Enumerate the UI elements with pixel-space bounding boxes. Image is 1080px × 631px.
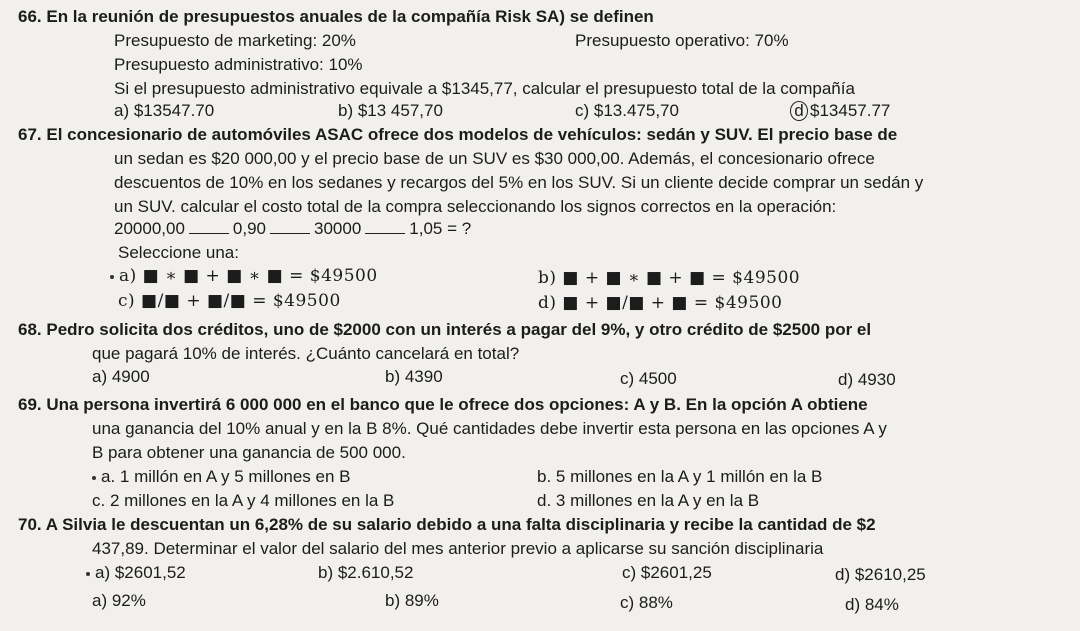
mark-dot-icon xyxy=(92,476,96,480)
q70-option2-b[interactable]: b) 89% xyxy=(385,591,439,610)
q70-line1: 70. A Silvia le descuentan un 6,28% de su salario debido a una falta disciplinaria y recibe la cantidad de $2 xyxy=(18,515,876,534)
q67-select-label: Seleccione una: xyxy=(118,243,239,262)
q67-expr-term1: 20000,00 xyxy=(114,219,185,238)
q68-option-d[interactable]: d) 4930 xyxy=(838,370,896,389)
q67-option-a-text: a) ■ ∗ ■ + ■ ∗ ■ = $49500 xyxy=(119,266,378,286)
q69-option-b[interactable]: b. 5 millones en la A y 1 millón en la B xyxy=(537,467,823,486)
q66-option-b[interactable]: b) $13 457,70 xyxy=(338,101,443,120)
q66-option-a[interactable]: a) $13547.70 xyxy=(114,101,215,120)
q66-option-d-letter-circled: d xyxy=(790,101,808,121)
q68-line1: 68. Pedro solicita dos créditos, uno de $2000 con un interés a pagar del 9%, y otro crédito de $2500 por el xyxy=(18,320,872,339)
q70-option2-c[interactable]: c) 88% xyxy=(620,593,673,612)
q66-prompt: Si el presupuesto administrativo equivale a $1345,77, calcular el presupuesto total de la compañía xyxy=(114,79,855,98)
q69-line2: una ganancia del 10% anual y en la B 8%. Qué cantidades debe invertir esta persona en las opciones A y xyxy=(92,419,887,438)
q70-option-b[interactable]: b) $2.610,52 xyxy=(318,563,414,582)
q68-option-a[interactable]: a) 4900 xyxy=(92,367,150,386)
q66-option-d[interactable] xyxy=(790,100,890,122)
q69-option-a[interactable] xyxy=(92,466,350,488)
q67-blank-1[interactable] xyxy=(189,219,229,234)
q68-line2: que pagará 10% de interés. ¿Cuánto cancelará en total? xyxy=(92,344,520,363)
q69-line1: 69. Una persona invertirá 6 000 000 en el banco que le ofrece dos opciones: A y B. En la opción A obtiene xyxy=(18,395,868,414)
q66-title: 66. En la reunión de presupuestos anuales de la compañía Risk SA) se definen xyxy=(18,7,654,26)
q67-expression xyxy=(114,218,471,240)
q70-option-a-text: a) $2601,52 xyxy=(95,563,186,582)
q70-option2-d[interactable]: d) 84% xyxy=(845,595,899,614)
q67-line3: descuentos de 10% en los sedanes y recargos del 5% en los SUV. Si un cliente decide comprar un sedán y xyxy=(114,173,924,192)
q69-option-a-text: a. 1 millón en A y 5 millones en B xyxy=(101,467,351,486)
q67-expr-term4: 1,05 = ? xyxy=(409,219,472,238)
q66-option-c[interactable]: c) $13.475,70 xyxy=(575,101,679,120)
q67-blank-2[interactable] xyxy=(270,219,310,234)
q66-operativo: Presupuesto operativo: 70% xyxy=(575,31,789,50)
q67-option-c[interactable]: c) ■/■ + ■/■ = $49500 xyxy=(118,291,341,311)
q67-option-b[interactable]: b) ■ + ■ ∗ ■ + ■ = $49500 xyxy=(538,268,801,288)
mark-dot-icon xyxy=(110,275,114,279)
q68-option-c[interactable]: c) 4500 xyxy=(620,369,677,388)
q66-administrativo: Presupuesto administrativo: 10% xyxy=(114,55,363,74)
q69-line3: B para obtener una ganancia de 500 000. xyxy=(92,443,406,462)
q67-expr-term3: 30000 xyxy=(314,219,362,238)
q70-option-d[interactable]: d) $2610,25 xyxy=(835,565,926,584)
q66-option-d-text: $13457.77 xyxy=(810,101,891,120)
q67-blank-3[interactable] xyxy=(365,219,405,234)
q67-line4: un SUV. calcular el costo total de la compra seleccionando los signos correctos en la operación: xyxy=(114,197,837,216)
q70-line2: 437,89. Determinar el valor del salario del mes anterior previo a aplicarse su sanción disciplinaria xyxy=(92,539,824,558)
q70-option-a[interactable] xyxy=(86,562,186,584)
mark-dot-icon xyxy=(86,572,90,576)
q67-line2: un sedan es $20 000,00 y el precio base de un SUV es $30 000,00. Además, el concesionario ofrece xyxy=(114,149,875,168)
q67-line1: 67. El concesionario de automóviles ASAC ofrece dos modelos de vehículos: sedán y SUV. El precio base de xyxy=(18,125,898,144)
q69-option-d[interactable]: d. 3 millones en la A y en la B xyxy=(537,491,760,510)
q67-option-d[interactable]: d) ■ + ■/■ + ■ = $49500 xyxy=(538,293,783,313)
q67-option-a[interactable] xyxy=(110,265,378,287)
q66-marketing: Presupuesto de marketing: 20% xyxy=(114,31,356,50)
q69-option-c[interactable]: c. 2 millones en la A y 4 millones en la B xyxy=(92,491,395,510)
q67-expr-term2: 0,90 xyxy=(232,219,266,238)
q68-option-b[interactable]: b) 4390 xyxy=(385,367,443,386)
q70-option2-a[interactable]: a) 92% xyxy=(92,591,146,610)
q70-option-c[interactable]: c) $2601,25 xyxy=(622,563,712,582)
